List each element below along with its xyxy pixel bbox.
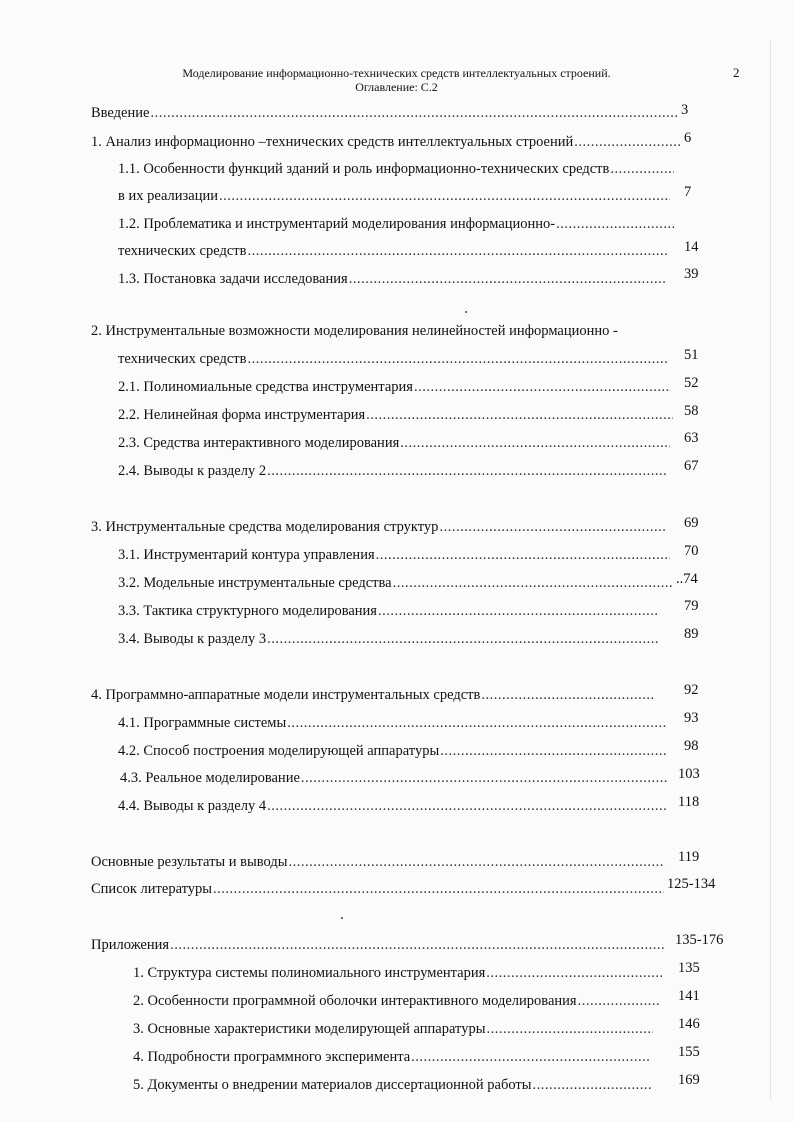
toc-entry	[91, 322, 691, 340]
toc-entry-title: технических средств	[118, 243, 247, 259]
toc-entry	[120, 769, 668, 787]
page-number: 2	[733, 65, 740, 80]
toc-entry-title: 1.3. Постановка задачи исследования	[118, 271, 348, 287]
toc-entry-title: 4.4. Выводы к разделу 4	[118, 798, 267, 814]
toc-entry-page: 51	[684, 347, 699, 363]
toc-entry-title: Основные результаты и выводы	[91, 854, 288, 870]
toc-entry-page: 70	[684, 543, 699, 559]
toc-entry	[91, 880, 664, 898]
toc-entry-title: 4.2. Способ построения моделирующей аппаратуры	[118, 743, 440, 759]
toc-entry-page: 125-134	[667, 876, 716, 892]
toc-entry-title: 3.2. Модельные инструментальные средства	[118, 575, 392, 591]
toc-entry	[91, 936, 664, 954]
toc-entry-page: 79	[684, 598, 699, 614]
toc-entry	[118, 546, 670, 564]
toc-entry	[133, 992, 659, 1010]
toc-entry-page: 58	[684, 403, 699, 419]
toc-entry	[118, 406, 673, 424]
running-header-title: Моделирование информационно-технических средств интеллектуальных строений.	[182, 66, 611, 80]
toc-entry-page: 92	[684, 682, 699, 698]
toc-entry-title: 3.1. Инструментарий контура управления	[118, 547, 375, 563]
toc-entry-title: Введение	[91, 105, 150, 121]
toc-entry	[118, 797, 666, 815]
toc-entry-title: в их реализации	[118, 188, 218, 204]
toc-entry-title: технических средств	[118, 351, 247, 367]
toc-entry	[133, 1076, 653, 1094]
toc-entry	[118, 270, 666, 288]
toc-entry-page: ..74	[676, 571, 698, 587]
toc-entry	[91, 133, 680, 151]
toc-entry	[118, 742, 668, 760]
toc-entry-page: 7	[684, 184, 692, 200]
toc-entry	[118, 630, 658, 648]
toc-entry-page: 98	[684, 738, 699, 754]
toc-entry-title: 2.3. Средства интерактивного моделирования	[118, 435, 400, 451]
toc-entry-page: 6	[684, 130, 692, 146]
toc-entry-title: 4. Подробности программного эксперимента	[133, 1049, 411, 1065]
toc-entry	[118, 215, 674, 233]
toc-entry-page: 118	[678, 794, 700, 810]
toc-entry-page: 67	[684, 458, 699, 474]
toc-entry-page: 93	[684, 710, 699, 726]
toc-entry	[133, 964, 662, 982]
toc-entry	[118, 462, 666, 480]
toc-entry-page: 135	[678, 960, 700, 976]
toc-entry-page: 39	[684, 266, 699, 282]
scan-speck	[341, 917, 343, 919]
toc-entry	[133, 1048, 651, 1066]
toc-entry	[118, 378, 671, 396]
toc-entry-title: 2.4. Выводы к разделу 2	[118, 463, 267, 479]
toc-entry	[91, 104, 678, 122]
toc-entry	[91, 853, 665, 871]
toc-entry-title: 3.3. Тактика структурного моделирования	[118, 603, 377, 619]
toc-entry-title: 4.3. Реальное моделирование	[120, 770, 300, 786]
toc-entry	[118, 434, 670, 452]
toc-entry	[118, 602, 658, 620]
toc-entry-title: 2.2. Нелинейная форма инструментария	[118, 407, 366, 423]
toc-entry	[118, 574, 674, 592]
toc-entry-page: 14	[684, 239, 699, 255]
toc-entry-title: 1.2. Проблематика и инструментарий моделирования информационно-	[118, 216, 556, 232]
toc-entry-title: 3. Инструментальные средства моделирования структур	[91, 519, 439, 535]
toc-entry-page: 135-176	[675, 932, 724, 948]
toc-entry-page: 146	[678, 1016, 700, 1032]
toc-entry	[133, 1020, 653, 1038]
scan-speck	[465, 311, 467, 313]
toc-entry-page: 3	[681, 102, 689, 118]
toc-entry-page: 119	[678, 849, 700, 865]
toc-entry	[118, 187, 670, 205]
toc-entry-page: 63	[684, 430, 699, 446]
toc-entry	[118, 350, 668, 368]
toc-entry-title: 5. Документы о внедрении материалов диссертационной работы	[133, 1077, 532, 1093]
toc-entry-page: 52	[684, 375, 699, 391]
toc-entry-title: Список литературы	[91, 881, 213, 897]
toc-entry-page: 69	[684, 515, 699, 531]
toc-entry	[91, 518, 666, 536]
toc-entry-title: 1. Структура системы полиномиального инструментария	[133, 965, 486, 981]
toc-entry-page: 169	[678, 1072, 700, 1088]
toc-entry-page: 103	[678, 766, 700, 782]
toc-entry-title: 4.1. Программные системы	[118, 715, 287, 731]
toc-entry-title: 3.4. Выводы к разделу 3	[118, 631, 267, 647]
toc-entry	[118, 242, 668, 260]
toc-entry	[118, 714, 666, 732]
toc-entry-title: 4. Программно-аппаратные модели инструментальных средств	[91, 687, 481, 703]
toc-entry-title: 1.1. Особенности функций зданий и роль информационно-технических средств	[118, 161, 610, 177]
toc-entry-title: 1. Анализ информационно –технических средств интеллектуальных строений	[91, 134, 574, 150]
toc-entry-page: 141	[678, 988, 700, 1004]
toc-entry-title: 2. Особенности программной оболочки интерактивного моделирования	[133, 993, 577, 1009]
running-header-subtitle: Оглавление: С.2	[355, 80, 438, 94]
toc-entry-title: 2. Инструментальные возможности моделирования нелинейностей информационно -	[91, 323, 618, 339]
toc-entry	[118, 160, 674, 178]
toc-entry-title: 3. Основные характеристики моделирующей аппаратуры	[133, 1021, 486, 1037]
toc-entry-page: 155	[678, 1044, 700, 1060]
toc-entry	[91, 686, 655, 704]
toc-entry-title: Приложения	[91, 937, 170, 953]
toc-entry-title: 2.1. Полиномиальные средства инструментария	[118, 379, 413, 395]
toc-entry-page: 89	[684, 626, 699, 642]
